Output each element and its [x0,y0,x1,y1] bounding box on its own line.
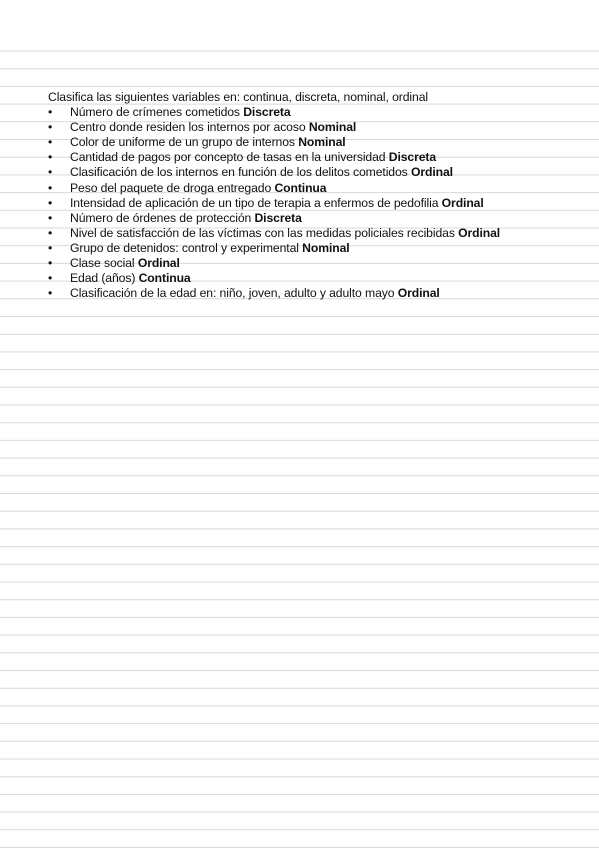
list-item [48,256,588,271]
list-item [48,120,588,135]
variable-name: Número de órdenes de protección [70,210,252,225]
bullet-icon: • [48,135,53,150]
variable-name: Centro donde residen los internos por acoso [70,120,306,135]
classification-answer: Nominal [308,120,357,135]
variable-list [48,105,588,301]
classification-answer: Nominal [298,135,346,150]
variable-name: Clase social [70,256,135,271]
variable-name: Grupo de detenidos: control y experimental [70,240,299,255]
variable-name: Edad (años) [70,271,136,286]
classification-answer: Continua [138,271,191,286]
classification-answer: Ordinal [458,225,501,240]
variable-name: Clasificación de la edad en: niño, joven, adulto y adulto mayo [70,286,395,301]
bullet-icon: • [48,210,53,225]
classification-answer: Nominal [302,240,350,255]
variable-name: Número de crímenes cometidos [70,105,240,120]
list-item [48,150,588,165]
classification-answer: Ordinal [441,195,484,210]
list-item [48,241,588,256]
list-item [48,211,588,226]
bullet-icon: • [48,195,53,210]
bullet-icon: • [48,105,53,120]
list-item [48,135,588,150]
instruction-text: Clasifica las siguientes variables en: continua, discreta, nominal, ordinal [48,90,428,104]
list-item [48,196,588,211]
variable-name: Nivel de satisfacción de las víctimas con las medidas policiales recibidas [70,225,455,240]
bullet-icon: • [48,165,53,180]
variable-name: Cantidad de pagos por concepto de tasas en la universidad [70,150,386,165]
bullet-icon: • [48,240,53,255]
classification-answer: Ordinal [137,256,180,271]
variable-name: Peso del paquete de droga entregado [70,180,272,195]
bullet-icon: • [48,120,53,135]
list-item [48,271,588,286]
classification-answer: Continua [274,180,327,195]
list-item [48,181,588,196]
list-item [48,226,588,241]
bullet-icon: • [48,271,53,286]
classification-answer: Discreta [254,210,302,225]
bullet-icon: • [48,180,53,195]
bullet-icon: • [48,225,53,240]
bullet-icon: • [48,150,53,165]
document-content [48,90,588,301]
variable-name: Intensidad de aplicación de un tipo de terapia a enfermos de pedofilia [70,195,439,210]
bullet-icon: • [48,286,53,301]
bullet-icon: • [48,256,53,271]
list-item [48,165,588,180]
classification-answer: Ordinal [397,286,440,301]
classification-answer: Discreta [388,150,437,165]
list-item [48,286,588,301]
variable-name: Clasificación de los internos en función de los delitos cometidos [70,165,408,180]
classification-answer: Discreta [243,105,291,120]
list-item [48,105,588,120]
classification-answer: Ordinal [410,165,453,180]
variable-name: Color de uniforme de un grupo de internos [70,135,295,150]
